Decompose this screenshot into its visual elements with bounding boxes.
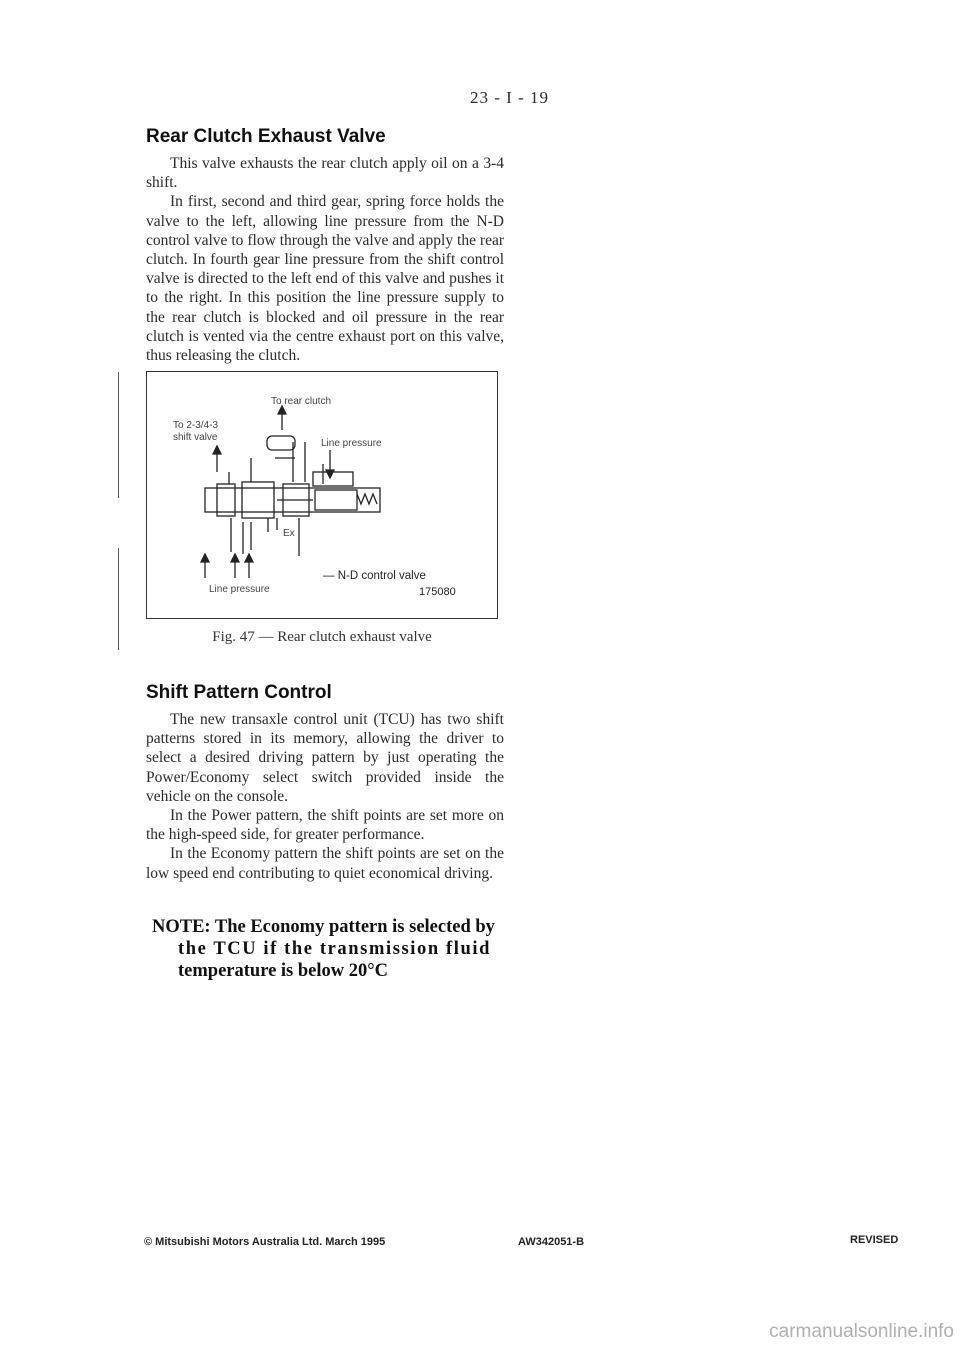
watermark: carmanualsonline.info — [769, 1321, 954, 1342]
paragraph-1: The new transaxle control unit (TCU) has two shift patterns stored in its memory, allowing the driver to select a desired driving pattern by just operating the Power/Economy select switch provided inside the vehicle on the console. — [146, 711, 504, 805]
label-line-pressure-bottom: Line pressure — [209, 584, 270, 595]
label-nd-control-valve: — N-D control valve — [323, 570, 426, 582]
label-shift-valve: shift valve — [173, 432, 218, 443]
footer-doc-code: AW342051-B — [518, 1236, 585, 1248]
valve-diagram — [147, 372, 497, 618]
footer-status: REVISED — [850, 1234, 899, 1246]
margin-change-bar — [118, 548, 119, 650]
section-body-rear-clutch — [146, 154, 504, 365]
paragraph-3: In the Economy pattern the shift points are set on the low speed end contributing to quiet economical driving. — [146, 845, 504, 882]
section-body-shift-pattern — [146, 710, 504, 883]
label-line-pressure-top: Line pressure — [321, 438, 382, 449]
figure-box — [146, 371, 498, 619]
label-to-shift-valve: To 2-3/4-3 — [173, 420, 219, 431]
margin-change-bar — [118, 372, 119, 498]
figure-caption: Fig. 47 — Rear clutch exhaust valve — [212, 629, 432, 645]
section-title-shift-pattern: Shift Pattern Control — [146, 682, 332, 703]
note-line-3: temperature is below 20°C — [178, 961, 389, 981]
section-title-rear-clutch: Rear Clutch Exhaust Valve — [146, 126, 386, 147]
note-line-1: NOTE: The Economy pattern is selected by — [152, 917, 495, 937]
figure-code: 175080 — [419, 586, 456, 598]
label-to-rear-clutch: To rear clutch — [271, 396, 332, 407]
note-box — [152, 916, 512, 982]
paragraph-2: In the Power pattern, the shift points are set more on the high-speed side, for greater performance. — [146, 807, 504, 844]
page-number: 23 - I - 19 — [470, 88, 549, 107]
note-line-2: the TCU if the transmission fluid — [178, 939, 492, 959]
paragraph-2: In first, second and third gear, spring force holds the valve to the left, allowing line pressure from the N-D control valve to flow through the valve and apply the rear clutch. In fourth gear line pressure from the shift control valve is directed to the left end of this valve and pushes it to the right. In this position the line pressure supply to the rear clutch is blocked and oil pressure in the rear clutch is vented via the centre exhaust port on this valve, thus releasing the clutch. — [146, 193, 504, 365]
paragraph-1: This valve exhausts the rear clutch apply oil on a 3-4 shift. — [146, 155, 504, 192]
footer-copyright: © Mitsubishi Motors Australia Ltd. March 1995 — [144, 1236, 386, 1248]
label-exhaust: Ex — [283, 528, 295, 539]
